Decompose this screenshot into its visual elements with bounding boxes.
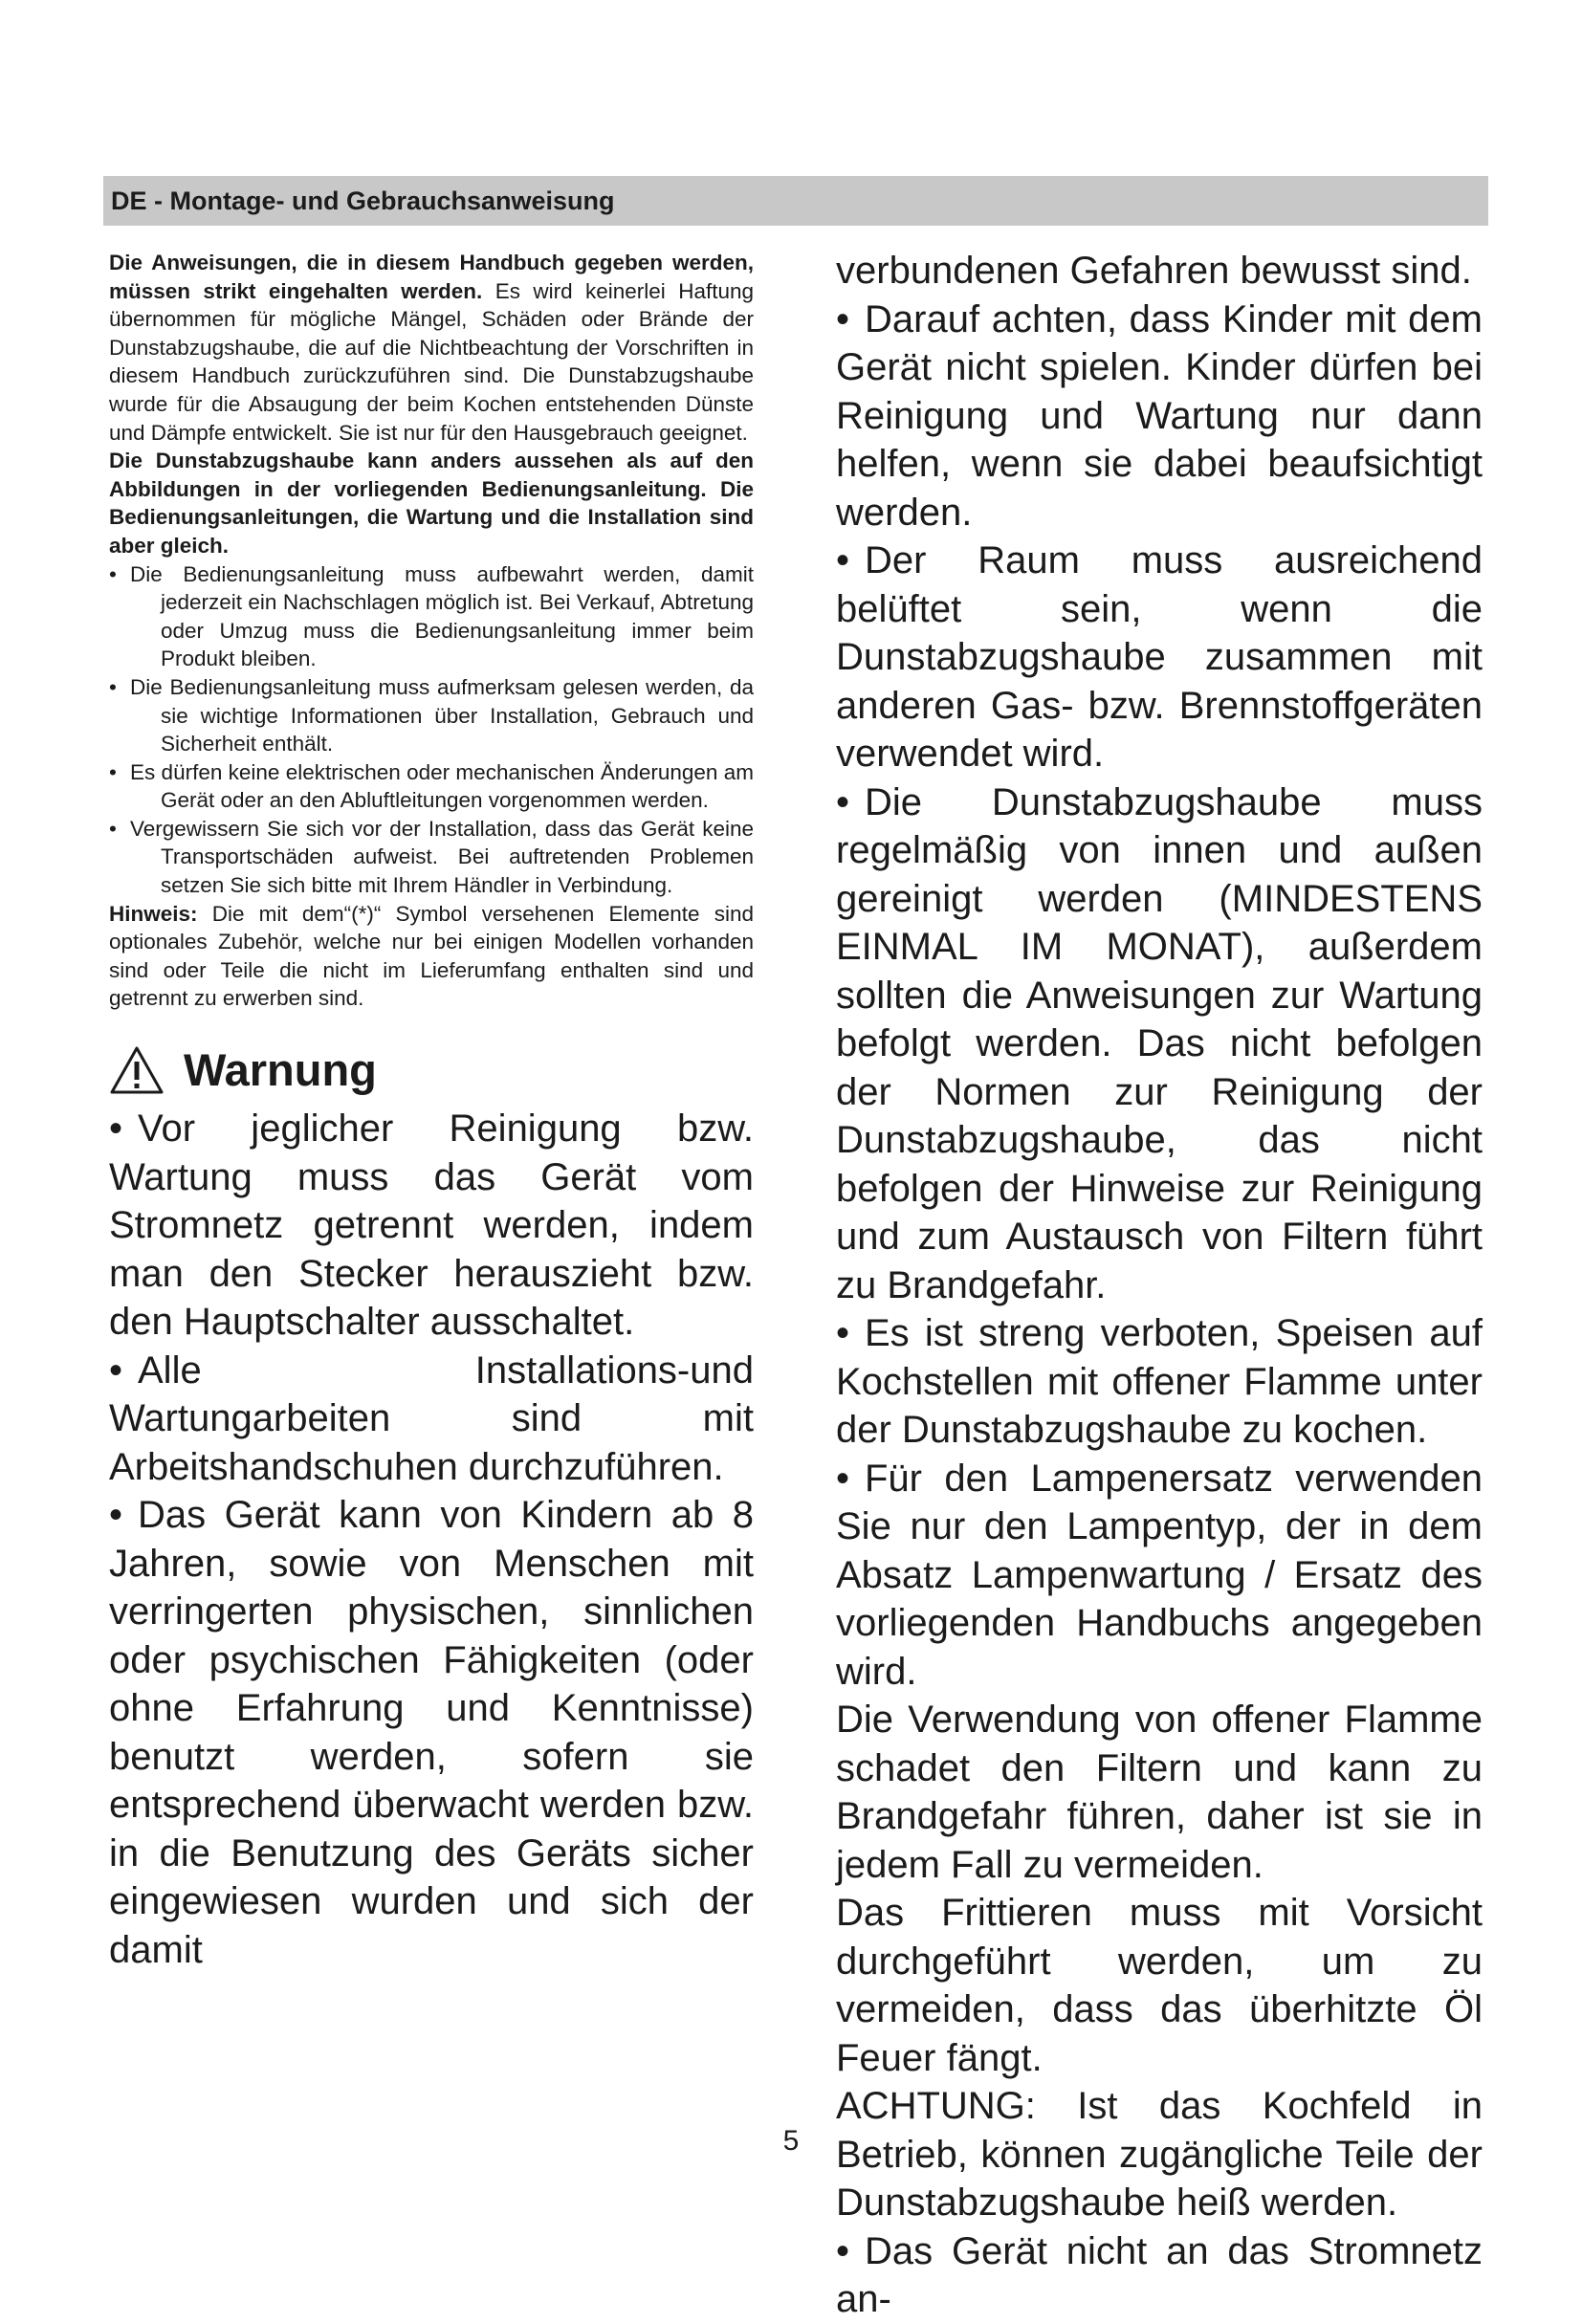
list-item: • Vergewissern Sie sich vor der Installation, dass das Gerät keine Transportschäden aufweist. Bei auftretenden Problemen setzen Sie sich bitte mit Ihrem Händler in Verbindung. (109, 815, 754, 900)
note-paragraph (109, 900, 754, 1013)
warning-paragraph: • Das Gerät nicht an das Stromnetz an- (836, 2227, 1483, 2324)
warning-paragraph: • Es ist streng verboten, Speisen auf Kochstellen mit offener Flamme unter der Dunstabzugshaube zu kochen. (836, 1309, 1483, 1455)
warning-paragraph: • Für den Lampenersatz verwenden Sie nur den Lampentyp, der in dem Absatz Lampenwartung / Ersatz des vorliegenden Handbuchs angegeben wird. (836, 1455, 1483, 1697)
warning-paragraph: • Die Dunstabzugshaube muss regelmäßig von innen und außen gereinigt werden (MINDESTENS EINMAL IM MONAT), außerdem sollten die Anweisungen zur Wartung befolgt werden. Das nicht befolgen der Normen zur Reinigung der Dunstabzugshaube, das nicht befolgen der Hinweise zur Reinigung und zum Austausch von Filtern führt zu Brandgefahr. (836, 778, 1483, 1310)
warning-continuation: verbundenen Gefahren bewusst sind. (836, 250, 1472, 292)
warning-paragraph: • Vor jeglicher Reinigung bzw. Wartung muss das Gerät vom Stromnetz getrennt werden, indem man den Stecker herauszieht bzw. den Hauptschalter ausschaltet. (109, 1105, 754, 1347)
warning-plain-paragraph: Die Verwendung von offener Flamme schadet den Filtern und kann zu Brandgefahr führen, daher ist sie in jedem Fall zu vermeiden. (836, 1699, 1483, 1886)
intro-text: Es wird keinerlei Haftung übernommen für mögliche Mängel, Schäden oder Brände der Dunstabzugshaube, die auf die Nichtbeachtung der Vorschriften in diesem Handbuch zurückzuführen sind. Die Dunstabzugshaube wurde für die Absaugung der beim Kochen entstehenden Dünste und Dämpfe entwickelt. Sie ist nur für den Hausgebrauch geeignet. (109, 278, 754, 445)
warning-plain-paragraph: ACHTUNG: Ist das Kochfeld in Betrieb, können zugängliche Teile der Dunstabzugshaube heiß werden. (836, 2085, 1483, 2224)
page-number: 5 (782, 2125, 800, 2157)
appearance-note-bold: Die Dunstabzugshaube kann anders aussehen als auf den Abbildungen in der vorliegenden Bedienungsanleitung. Die Bedienungsanleitungen, die Wartung und die Installation sind aber gleich. (109, 449, 754, 558)
warning-paragraph: • Alle Installations-und Wartungarbeiten sind mit Arbeitshandschuhen durchzuführen. (109, 1347, 754, 1492)
list-item: • Es dürfen keine elektrischen oder mechanischen Änderungen am Gerät oder an den Abluftleitungen vorgenommen werden. (109, 758, 754, 815)
right-column (836, 247, 1483, 2324)
list-item: • Die Bedienungsanleitung muss aufmerksam gelesen werden, da sie wichtige Informationen über Installation, Gebrauch und Sicherheit enthält. (109, 673, 754, 758)
warning-plain-paragraph: Das Frittieren muss mit Vorsicht durchgeführt werden, um zu vermeiden, dass das überhitzte Öl Feuer fängt. (836, 1892, 1483, 2079)
left-column (109, 249, 754, 1974)
intro-paragraph-1 (109, 249, 754, 447)
warning-left-text (109, 1105, 754, 1974)
intro-bullet-list (109, 560, 754, 900)
intro-paragraph-2 (109, 447, 754, 559)
warning-triangle-icon (109, 1045, 165, 1095)
section-title: DE - Montage- und Gebrauchsanweisung (111, 186, 615, 215)
intro-section (109, 249, 754, 1013)
section-header (103, 176, 1488, 226)
list-item: • Die Bedienungsanleitung muss aufbewahrt werden, damit jederzeit ein Nachschlagen möglich ist. Bei Verkauf, Abtretung oder Umzug muss die Bedienungsanleitung immer beim Produkt bleiben. (109, 560, 754, 673)
warning-paragraph: • Der Raum muss ausreichend belüftet sein, wenn die Dunstabzugshaube zusammen mit anderen Gas- bzw. Brennstoffgeräten verwendet wird. (836, 537, 1483, 778)
note-text: Die mit dem“(*)“ Symbol versehenen Elemente sind optionales Zubehör, welche nur bei einigen Modellen vorhanden sind oder Teile die nicht im Lieferumfang enthalten sind und getrennt zu erwerben sind. (109, 901, 754, 1011)
note-label: Hinweis: (109, 901, 198, 926)
warning-paragraph: • Das Gerät kann von Kindern ab 8 Jahren, sowie von Menschen mit verringerten physischen, sinnlichen oder psychischen Fähigkeiten (oder ohne Erfahrung und Kenntnisse) benutzt werden, sofern sie entsprechend überwacht werden bzw. in die Benutzung des Geräts sicher eingewiesen wurden und sich der damit (109, 1491, 754, 1974)
warning-heading (109, 1045, 754, 1095)
intro-bold-text: Die Anweisungen, die in diesem Handbuch gegeben werden, müssen strikt eingehalten werden. (109, 251, 754, 303)
warning-title: Warnung (184, 1044, 377, 1096)
warning-paragraph: • Darauf achten, dass Kinder mit dem Gerät nicht spielen. Kinder dürfen bei Reinigung und Wartung nur dann helfen, wenn sie dabei beaufsichtigt werden. (836, 296, 1483, 537)
